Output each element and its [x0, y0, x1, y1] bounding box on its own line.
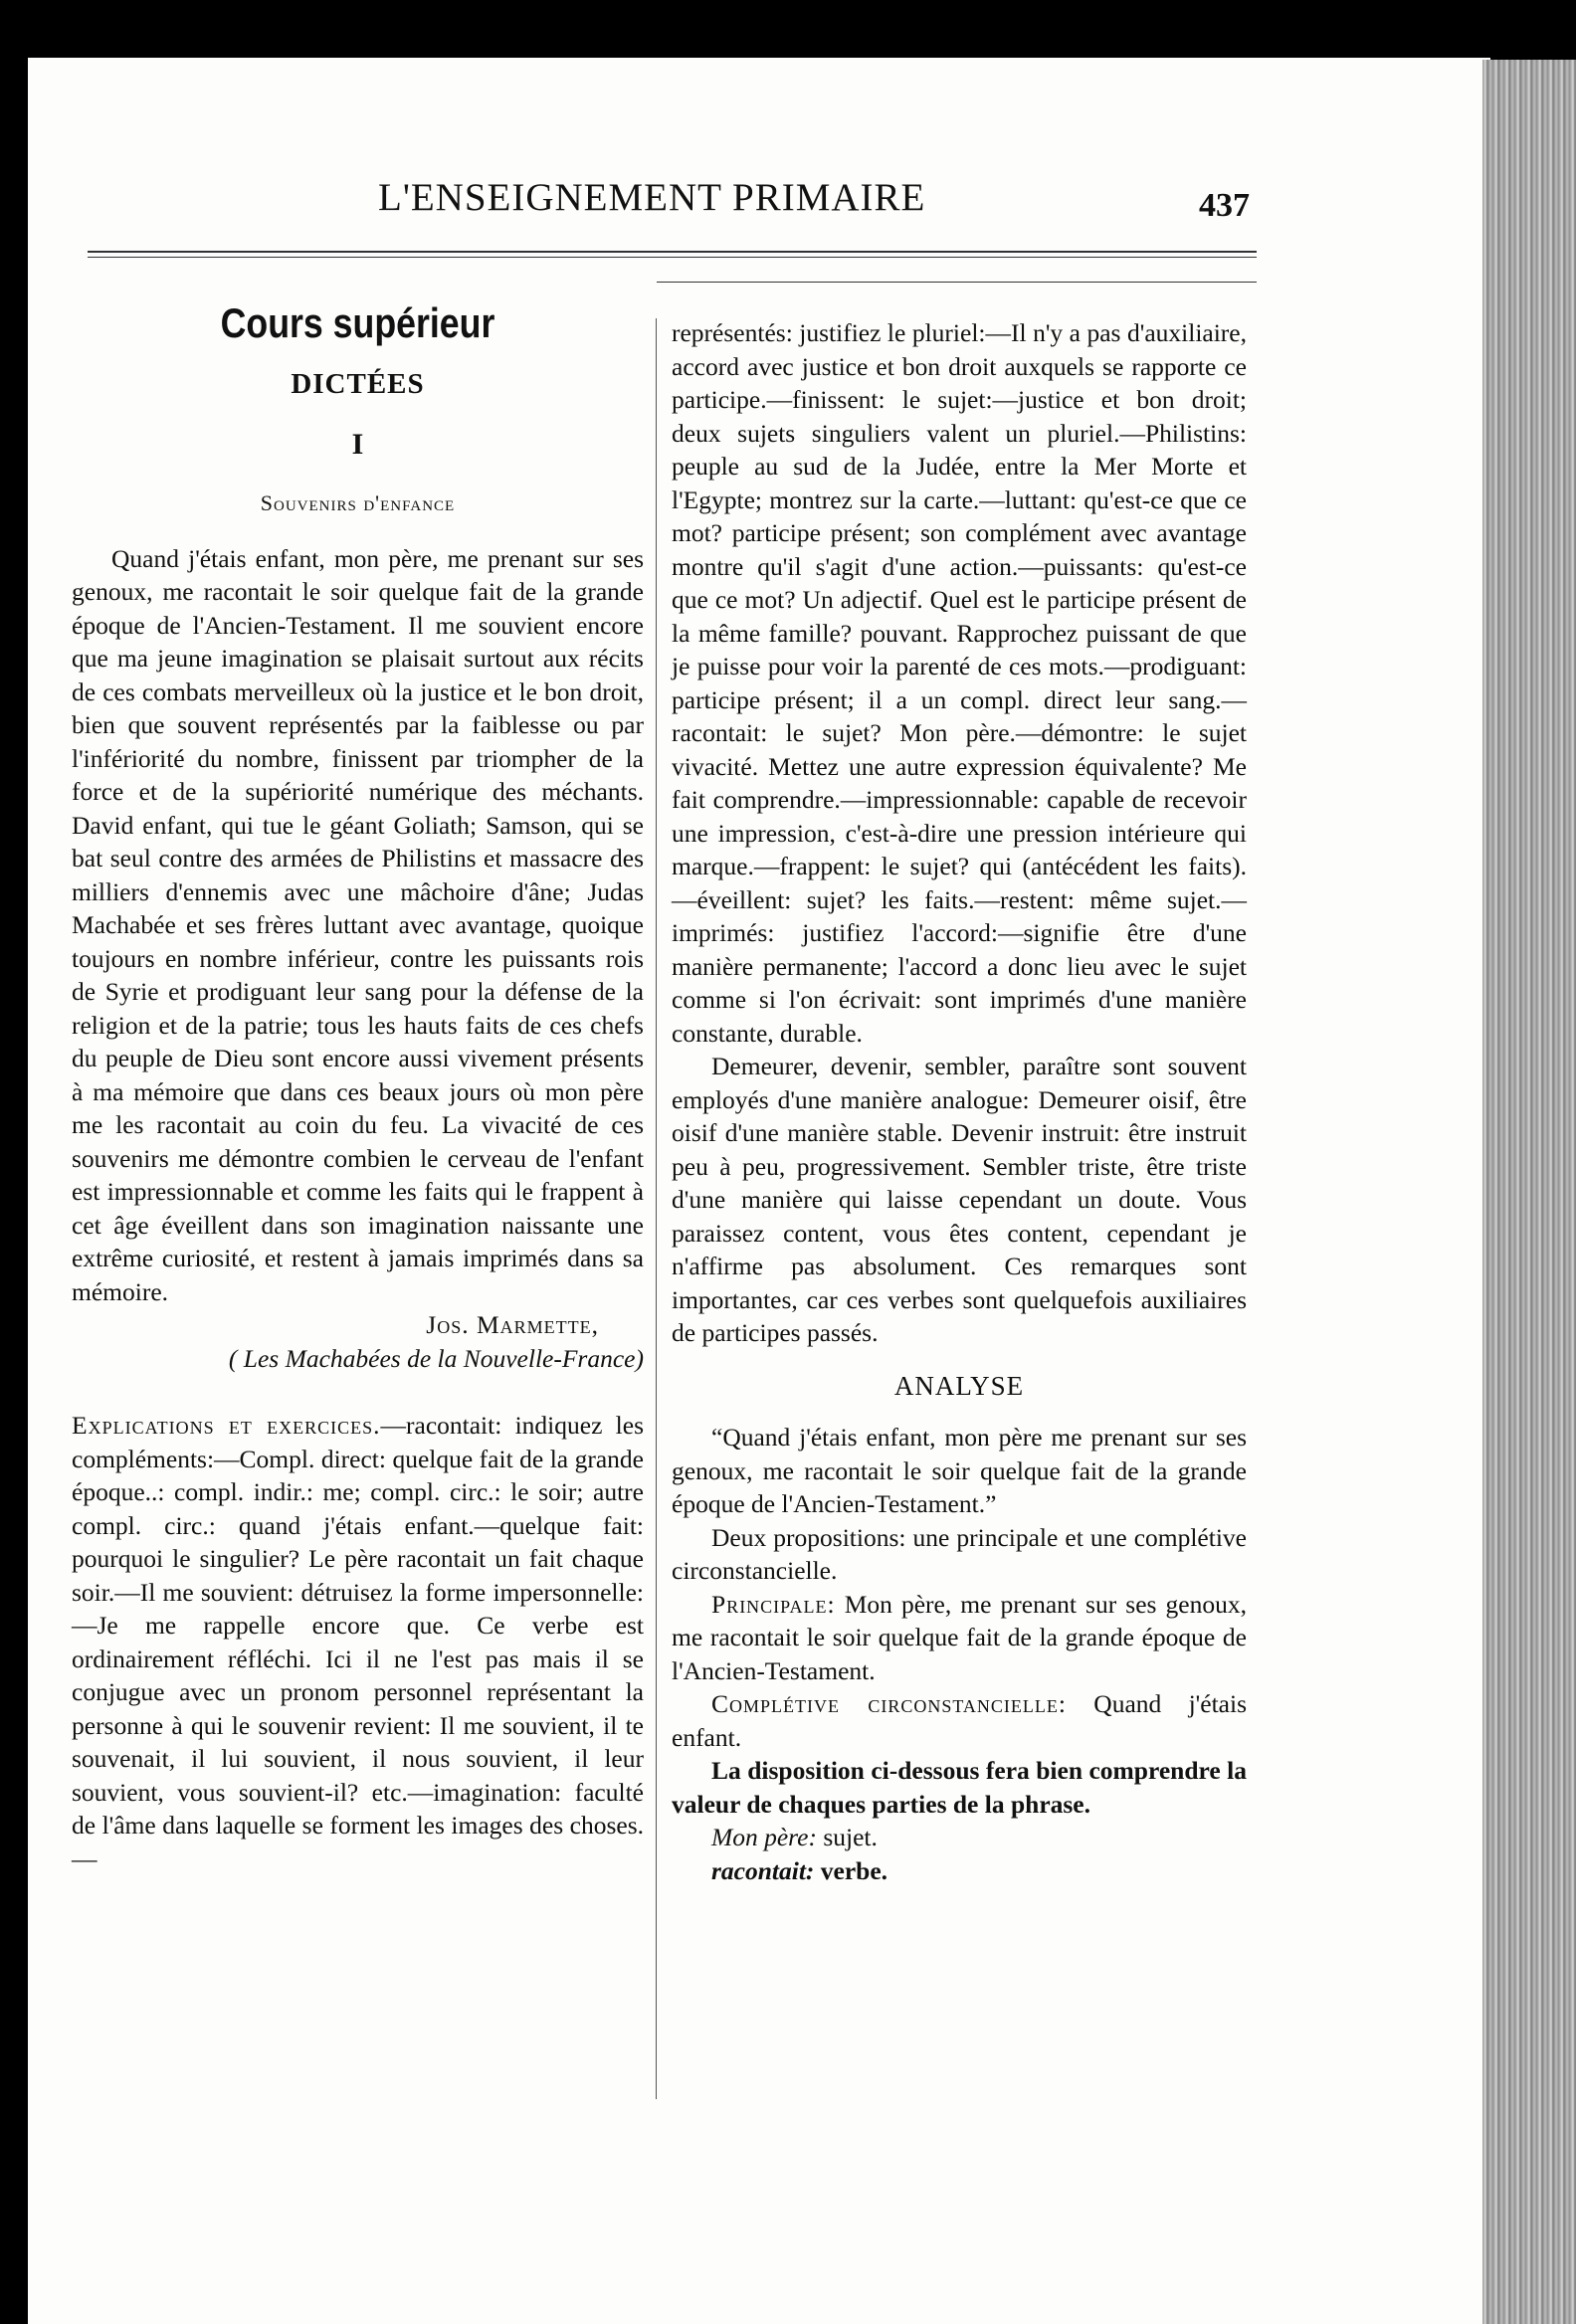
author-signature: Jos. Marmette,: [426, 1310, 599, 1339]
source-citation: ( Les Machabées de la Nouvelle-France): [228, 1343, 644, 1373]
page-stack-edge: [1482, 60, 1576, 2324]
completive-paragraph: [672, 1687, 1247, 1754]
dictation-number: I: [351, 427, 364, 461]
continuation-text: représentés: justifiez le pluriel:—Il n'y a pas d'auxiliaire, accord avec justice et bon droit auxquels se rapporte ce participe.—finissent: le sujet:—justice et bon droit; deux sujets singuliers valent un pluriel.—Philistins: peuple au sud de la Judée, entre la Mer Morte et l'Egypte; montrez sur la carte.—luttant: qu'est-ce que ce mot? participe présent; son complément avec avantage montre qu'il s'agit d'une action.—puissants: qu'est-ce que ce mot? Un adjectif. Quel est le participe présent de la même famille? pouvant. Rapprochez puissant de que je puisse pour voir la parenté de ces mots.—prodiguant: participe présent; il a un compl. direct leur sang.—racontait: le sujet? Mon père.—démontre: le sujet vivacité. Mettez une autre expression équivalente? Me fait comprendre.—impressionnable: capable de recevoir une impression, c'est-à-dire une pression intérieure qui marque.—frappent: le sujet? qui (antécédent les faits).—éveillent: sujet? les faits.—restent: même sujet.—imprimés: justifiez l'accord:—signifie être d'une manière permanente; l'accord a donc lieu avec le sujet comme si l'on écrivait: sont imprimés d'une manière constante, durable.: [672, 318, 1247, 1048]
analyse-heading: ANALYSE: [893, 1370, 1025, 1401]
item1-value: sujet.: [823, 1823, 878, 1851]
page-number: 437: [1199, 187, 1250, 224]
analyse-propositions: Deux propositions: une principale et une complétive circonstancielle.: [672, 1522, 1247, 1585]
principale-label: Principale:: [711, 1589, 836, 1619]
running-title: L'ENSEIGNEMENT PRIMAIRE: [378, 176, 926, 219]
explications-paragraph: [72, 1409, 644, 1875]
header-rule: [88, 251, 1257, 253]
item1-term: Mon père:: [711, 1823, 817, 1851]
principale-text: Mon père, me prenant sur ses genoux, me racontait le soir quelque fait de la grande époque de l'Ancien-Testament.: [672, 1589, 1247, 1685]
dictation-title: Souvenirs d'enfance: [260, 490, 456, 515]
explications-text: —racontait: indiquez les compléments:—Compl. direct: quelque fait de la grande époque..: compl. indir.: me; compl. circ.: le soir; autre compl. circ.: quand j'étais enfant.—quelque fait: pourquoi le singulier? Le père racontait un fait chaque soir.—Il me souvient: détruisez la forme impersonnelle:—Je me rappelle encore que. Ce verbe est ordinairement réfléchi. Ici il ne l'est pas mais il se conjugue avec un pronom personnel représentant la personne à qui le souvenir revient: Il me souvient, il te souvenait, il lui souvient, il nous souvient, il leur souvient, vous souvient-il? etc.—imagination: faculté de l'âme dans laquelle se forment les images des choses.—: [72, 1411, 644, 1873]
header-rule-thin: [88, 257, 1257, 258]
item2-value: verbe.: [820, 1855, 888, 1885]
column-divider: [656, 318, 657, 2099]
analysis-item-verb: [672, 1854, 1247, 1888]
section-heading: DICTÉES: [291, 368, 425, 400]
completive-label: Complétive circonstancielle:: [711, 1689, 1067, 1718]
disposition-text: La disposition ci-dessous fera bien comprendre la valeur de chaques parties de la phrase.: [672, 1756, 1247, 1819]
item2-term: racontait:: [711, 1855, 815, 1885]
analysis-item-subject: [672, 1821, 1247, 1854]
analyse-quote: “Quand j'étais enfant, mon père me prenant sur ses genoux, me racontait le soir quelque fait de la grande époque de l'Ancien-Testament.”: [672, 1423, 1247, 1518]
completive-text: Quand j'étais enfant.: [672, 1689, 1247, 1752]
right-column: [672, 316, 1247, 1887]
scan-left-margin: [0, 0, 28, 2324]
course-title: Cours supérieur: [220, 299, 495, 346]
column-top-rule: [657, 282, 1257, 283]
principale-paragraph: [672, 1588, 1247, 1688]
explications-heading: Explications et exercices.: [72, 1411, 381, 1440]
remark-paragraph: Demeurer, devenir, sembler, paraître sont souvent employés d'une manière analogue: Demeurer oisif, être oisif d'une manière stable. Devenir instruit: être instruit peu à peu, progressivement. Sembler triste, être triste d'une manière qui laisse cependant un doute. Vous paraissez content, vous êtes content, cependant je n'affirme pas absolument. Ces remarques sont importantes, car ces verbes sont quelquefois auxiliaires de participes passés.: [672, 1052, 1247, 1347]
dictation-text: Quand j'étais enfant, mon père, me prenant sur ses genoux, me racontait le soir quelque fait de la grande époque de l'Ancien-Testament. Il me souvient encore que ma jeune imagination se plaisait surtout aux récits de ces combats merveilleux où la justice et le bon droit, bien que souvent représentés par la faiblesse ou par l'infériorité du nombre, finissent par triompher de la force et de la supériorité numérique des méchants. David enfant, qui tue le géant Goliath; Samson, qui se bat seul contre des armées de Philistins et massacre des milliers d'ennemis avec une mâchoire d'âne; Judas Machabée et ses frères luttant avec avantage, quoique toujours en nombre inférieur, contre les puissants rois de Syrie et prodiguant leur sang pour la défense de la religion et de la patrie; tous les hauts faits de ces chefs du peuple de Dieu sont encore aussi vivement présents à ma mémoire que dans ces beaux jours où mon père me les racontait au coin du feu. La vivacité de ces souvenirs me démontre combien le cerveau de l'enfant est impressionnable et comme les faits qui le frappent à cet âge éveillent dans son imagination naissante une extrême curiosité, et restent à jamais imprimés dans sa mémoire.: [72, 543, 644, 1306]
left-column: [72, 298, 644, 1875]
